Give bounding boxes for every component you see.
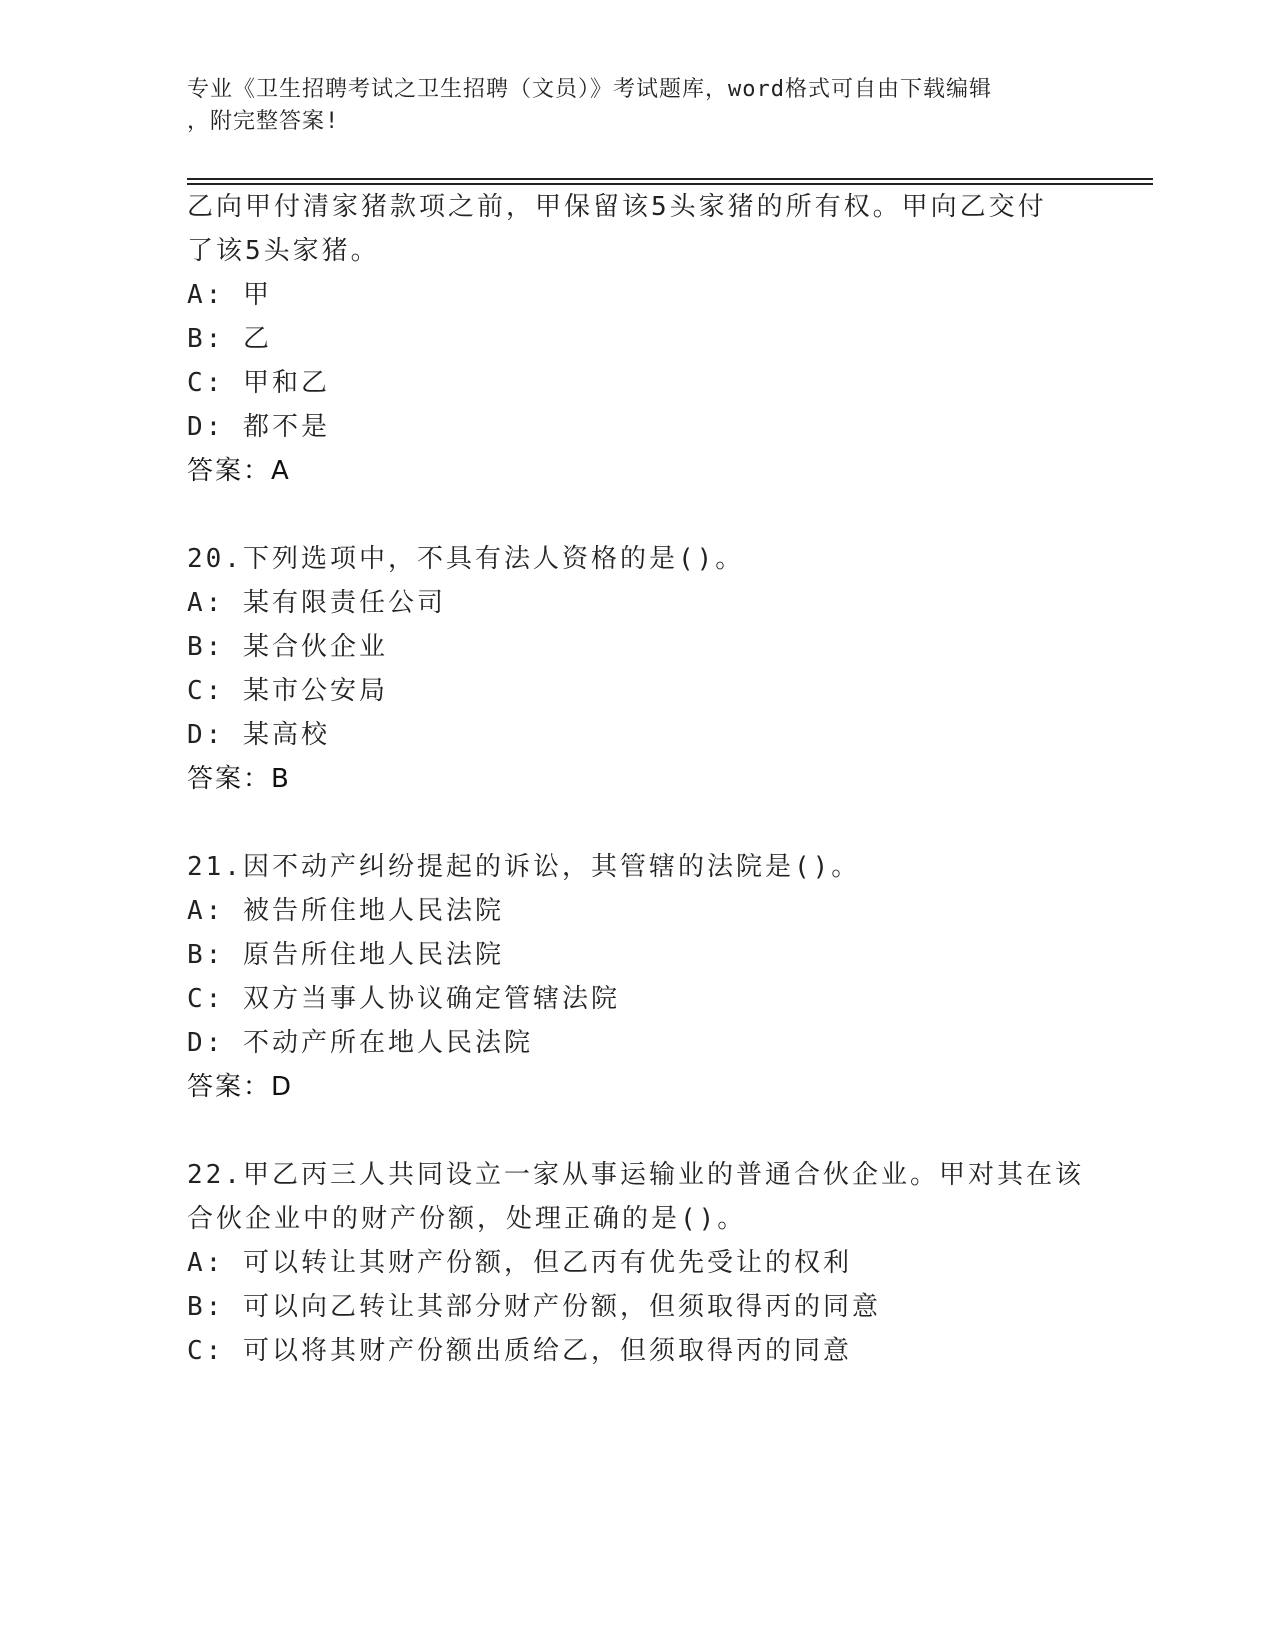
q22-stem-line-1: 22.甲乙丙三人共同设立一家从事运输业的普通合伙企业。甲对其在该 [187,1160,1084,1190]
q19-stem-line-1: 乙向甲付清家猪款项之前，甲保留该5头家猪的所有权。甲向乙交付 [187,192,1047,222]
q20-option-b: B: 某合伙企业 [187,632,388,662]
q21-option-c: C: 双方当事人协议确定管辖法院 [187,984,620,1014]
header-divider-bottom [187,183,1153,185]
q19-option-b: B: 乙 [187,324,272,354]
q22-option-a: A: 可以转让其财产份额，但乙丙有优先受让的权利 [187,1248,852,1278]
q22-option-b: B: 可以向乙转让其部分财产份额，但须取得丙的同意 [187,1292,881,1322]
q20-stem: 20.下列选项中，不具有法人资格的是()。 [187,544,745,574]
q20-option-c: C: 某市公安局 [187,676,388,706]
q19-stem-line-2: 了该5头家猪。 [187,236,380,266]
document-header [187,74,1067,138]
q20-option-a: A: 某有限责任公司 [187,588,446,618]
q21-answer: 答案：D [187,1072,294,1102]
q22-stem-line-2: 合伙企业中的财产份额，处理正确的是()。 [187,1204,747,1234]
q19-option-d: D: 都不是 [187,412,330,442]
q20-answer: 答案：B [187,764,291,794]
q21-option-b: B: 原告所住地人民法院 [187,940,504,970]
header-divider-top [187,178,1153,180]
header-line-2: ，附完整答案! [187,109,340,134]
q21-stem: 21.因不动产纠纷提起的诉讼，其管辖的法院是()。 [187,852,861,882]
q19-option-c: C: 甲和乙 [187,368,330,398]
header-line-1: 专业《卫生招聘考试之卫生招聘（文员）》考试题库，word格式可自由下载编辑 [187,77,992,102]
q21-option-a: A: 被告所住地人民法院 [187,896,504,926]
q19-option-a: A: 甲 [187,280,272,310]
q21-option-d: D: 不动产所在地人民法院 [187,1028,533,1058]
q20-option-d: D: 某高校 [187,720,330,750]
q22-option-c: C: 可以将其财产份额出质给乙，但须取得丙的同意 [187,1336,852,1366]
q19-answer: 答案：A [187,456,291,486]
